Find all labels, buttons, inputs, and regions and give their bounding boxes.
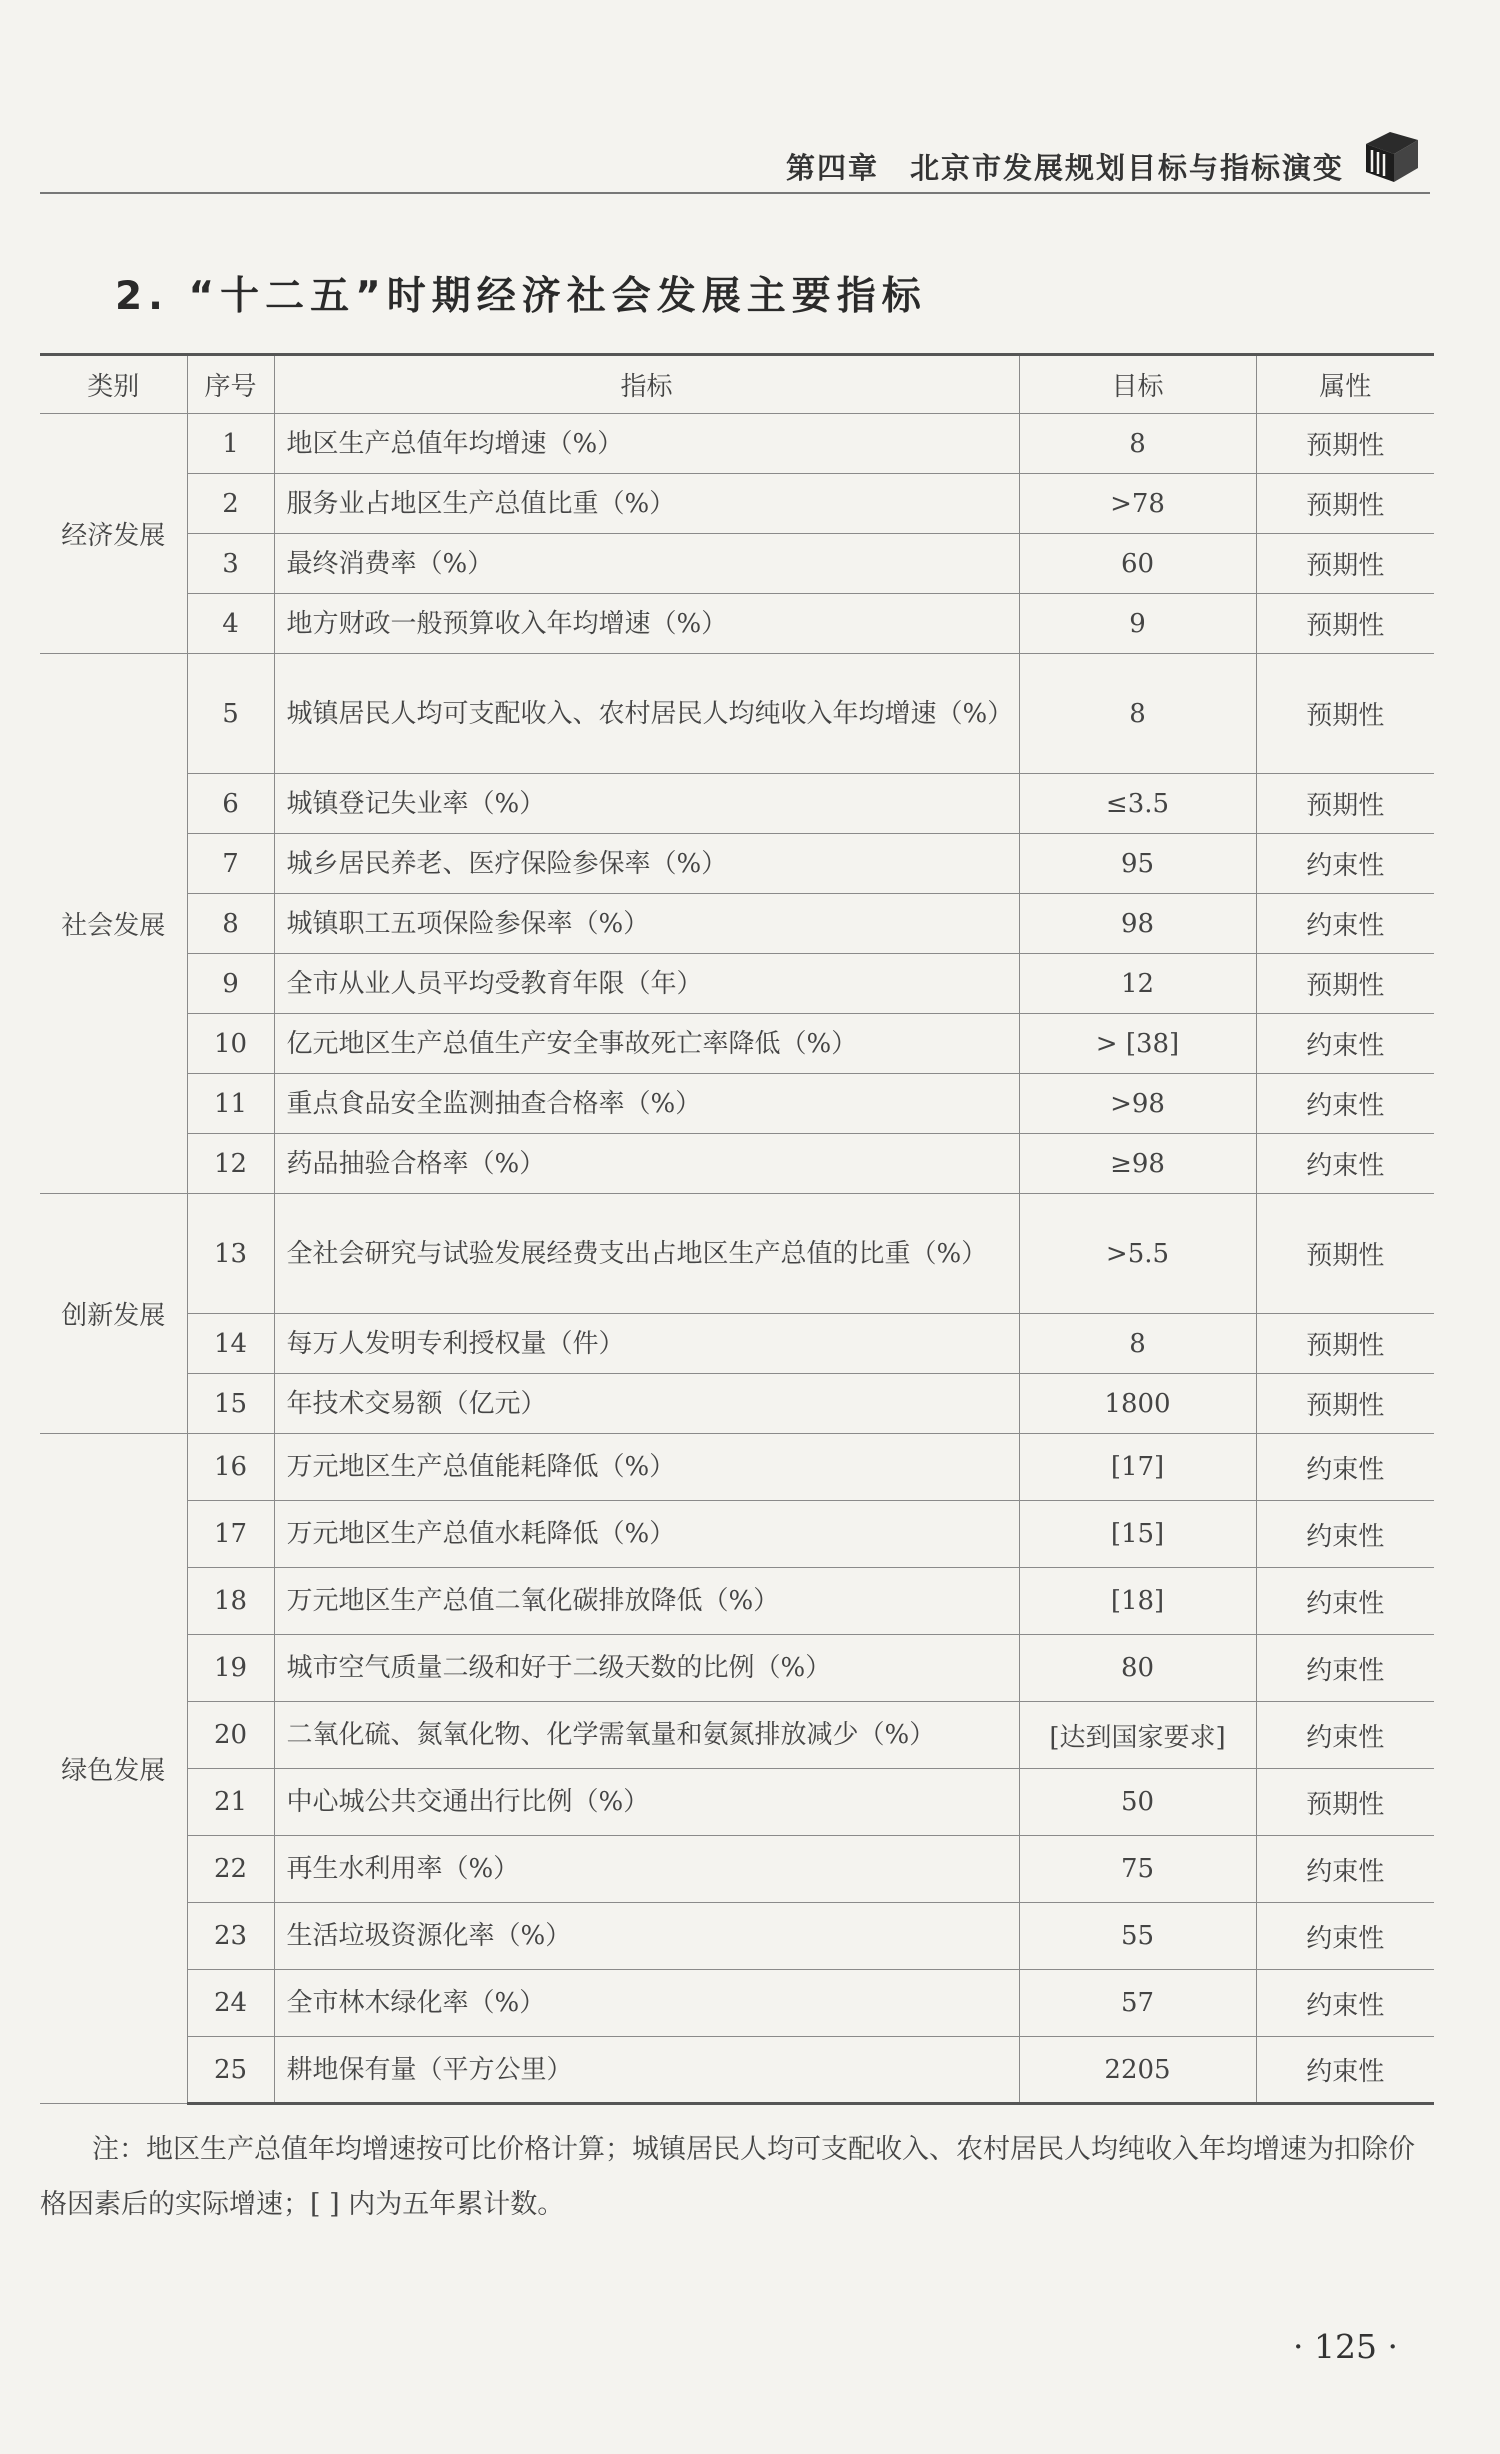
table-row — [40, 414, 1434, 474]
table-row — [40, 1635, 1434, 1702]
table-row — [40, 1769, 1434, 1836]
row-number: 20 — [187, 1702, 274, 1769]
target-cell: 57 — [1019, 1970, 1256, 2037]
row-number: 12 — [187, 1134, 274, 1194]
indicator-cell: 服务业占地区生产总值比重（%） — [274, 474, 1019, 534]
indicator-cell: 城镇登记失业率（%） — [274, 774, 1019, 834]
target-cell: 8 — [1019, 654, 1256, 774]
attribute-cell: 约束性 — [1256, 1568, 1434, 1635]
target-cell: ≥98 — [1019, 1134, 1256, 1194]
table-row — [40, 1501, 1434, 1568]
table-row — [40, 1374, 1434, 1434]
table-row — [40, 1568, 1434, 1635]
attribute-cell: 约束性 — [1256, 1836, 1434, 1903]
row-number: 24 — [187, 1970, 274, 2037]
column-header-indicator: 指标 — [274, 355, 1019, 414]
table-row — [40, 1134, 1434, 1194]
attribute-cell: 约束性 — [1256, 834, 1434, 894]
table-footnote: 注：地区生产总值年均增速按可比价格计算；城镇居民人均可支配收入、农村居民人均纯收入年均增速为扣除价格因素后的实际增速；[ ] 内为五年累计数。 — [40, 2134, 1415, 2220]
attribute-cell: 预期性 — [1256, 954, 1434, 1014]
row-number: 19 — [187, 1635, 274, 1702]
row-number: 7 — [187, 834, 274, 894]
attribute-cell: 预期性 — [1256, 474, 1434, 534]
target-cell: 9 — [1019, 594, 1256, 654]
attribute-cell: 约束性 — [1256, 1434, 1434, 1501]
column-header-category: 类别 — [40, 355, 187, 414]
target-cell: 1800 — [1019, 1374, 1256, 1434]
attribute-cell: 约束性 — [1256, 1702, 1434, 1769]
book-icon — [1360, 124, 1422, 186]
indicator-cell: 城市空气质量二级和好于二级天数的比例（%） — [274, 1635, 1019, 1702]
indicator-cell: 地区生产总值年均增速（%） — [274, 414, 1019, 474]
indicator-cell: 中心城公共交通出行比例（%） — [274, 1769, 1019, 1836]
table-row — [40, 1194, 1434, 1314]
indicator-cell: 城乡居民养老、医疗保险参保率（%） — [274, 834, 1019, 894]
table-row — [40, 474, 1434, 534]
row-number: 2 — [187, 474, 274, 534]
target-cell: 80 — [1019, 1635, 1256, 1702]
row-number: 15 — [187, 1374, 274, 1434]
category-cell: 经济发展 — [40, 414, 187, 654]
row-number: 18 — [187, 1568, 274, 1635]
row-number: 10 — [187, 1014, 274, 1074]
target-cell: 60 — [1019, 534, 1256, 594]
target-cell: 95 — [1019, 834, 1256, 894]
row-number: 3 — [187, 534, 274, 594]
indicator-cell: 全市林木绿化率（%） — [274, 1970, 1019, 2037]
indicator-cell: 生活垃圾资源化率（%） — [274, 1903, 1019, 1970]
indicator-cell: 年技术交易额（亿元） — [274, 1374, 1019, 1434]
row-number: 6 — [187, 774, 274, 834]
row-number: 8 — [187, 894, 274, 954]
indicator-cell: 每万人发明专利授权量（件） — [274, 1314, 1019, 1374]
target-cell: 98 — [1019, 894, 1256, 954]
row-number: 16 — [187, 1434, 274, 1501]
indicator-cell: 二氧化硫、氮氧化物、化学需氧量和氨氮排放减少（%） — [274, 1702, 1019, 1769]
section-title: 2. “十二五”时期经济社会发展主要指标 — [115, 274, 927, 319]
page-number: · 125 · — [1293, 2327, 1398, 2366]
target-cell: ≤3.5 — [1019, 774, 1256, 834]
row-number: 11 — [187, 1074, 274, 1134]
table-row — [40, 1970, 1434, 2037]
target-cell: [15] — [1019, 1501, 1256, 1568]
attribute-cell: 预期性 — [1256, 774, 1434, 834]
indicator-cell: 万元地区生产总值二氧化碳排放降低（%） — [274, 1568, 1019, 1635]
target-cell: [17] — [1019, 1434, 1256, 1501]
attribute-cell: 约束性 — [1256, 1970, 1434, 2037]
column-header-attribute: 属性 — [1256, 355, 1434, 414]
target-cell: 12 — [1019, 954, 1256, 1014]
row-number: 21 — [187, 1769, 274, 1836]
table-row — [40, 594, 1434, 654]
row-number: 5 — [187, 654, 274, 774]
row-number: 1 — [187, 414, 274, 474]
attribute-cell: 约束性 — [1256, 894, 1434, 954]
indicator-cell: 全市从业人员平均受教育年限（年） — [274, 954, 1019, 1014]
row-number: 13 — [187, 1194, 274, 1314]
table-row — [40, 1702, 1434, 1769]
attribute-cell: 约束性 — [1256, 1635, 1434, 1702]
table-row — [40, 1434, 1434, 1501]
table-row — [40, 1014, 1434, 1074]
indicator-cell: 城镇居民人均可支配收入、农村居民人均纯收入年均增速（%） — [274, 654, 1019, 774]
target-cell: > [38] — [1019, 1014, 1256, 1074]
chapter-title: 第四章 北京市发展规划目标与指标演变 — [785, 151, 1344, 185]
attribute-cell: 约束性 — [1256, 2037, 1434, 2104]
attribute-cell: 约束性 — [1256, 1134, 1434, 1194]
attribute-cell: 预期性 — [1256, 594, 1434, 654]
target-cell: 8 — [1019, 414, 1256, 474]
indicator-cell: 城镇职工五项保险参保率（%） — [274, 894, 1019, 954]
row-number: 4 — [187, 594, 274, 654]
attribute-cell: 约束性 — [1256, 1903, 1434, 1970]
table-row — [40, 1074, 1434, 1134]
attribute-cell: 预期性 — [1256, 1194, 1434, 1314]
target-cell: >5.5 — [1019, 1194, 1256, 1314]
table-row — [40, 954, 1434, 1014]
table-header-row — [40, 355, 1434, 414]
indicator-table — [40, 353, 1434, 2105]
attribute-cell: 约束性 — [1256, 1014, 1434, 1074]
indicator-cell: 重点食品安全监测抽查合格率（%） — [274, 1074, 1019, 1134]
target-cell: >78 — [1019, 474, 1256, 534]
target-cell: 2205 — [1019, 2037, 1256, 2104]
row-number: 17 — [187, 1501, 274, 1568]
target-cell: 75 — [1019, 1836, 1256, 1903]
column-header-target: 目标 — [1019, 355, 1256, 414]
target-cell: [达到国家要求] — [1019, 1702, 1256, 1769]
indicator-cell: 最终消费率（%） — [274, 534, 1019, 594]
table-row — [40, 834, 1434, 894]
attribute-cell: 预期性 — [1256, 1374, 1434, 1434]
target-cell: >98 — [1019, 1074, 1256, 1134]
attribute-cell: 约束性 — [1256, 1501, 1434, 1568]
attribute-cell: 约束性 — [1256, 1074, 1434, 1134]
category-cell: 绿色发展 — [40, 1434, 187, 2104]
row-number: 14 — [187, 1314, 274, 1374]
target-cell: 50 — [1019, 1769, 1256, 1836]
table-row — [40, 534, 1434, 594]
indicator-cell: 全社会研究与试验发展经费支出占地区生产总值的比重（%） — [274, 1194, 1019, 1314]
category-cell: 社会发展 — [40, 654, 187, 1194]
indicator-cell: 万元地区生产总值能耗降低（%） — [274, 1434, 1019, 1501]
table-row — [40, 774, 1434, 834]
table-row — [40, 1314, 1434, 1374]
table-row — [40, 1836, 1434, 1903]
row-number: 22 — [187, 1836, 274, 1903]
indicator-cell: 再生水利用率（%） — [274, 1836, 1019, 1903]
indicator-cell: 耕地保有量（平方公里） — [274, 2037, 1019, 2104]
row-number: 9 — [187, 954, 274, 1014]
table-row — [40, 654, 1434, 774]
target-cell: 55 — [1019, 1903, 1256, 1970]
indicator-cell: 药品抽验合格率（%） — [274, 1134, 1019, 1194]
target-cell: [18] — [1019, 1568, 1256, 1635]
category-cell: 创新发展 — [40, 1194, 187, 1434]
attribute-cell: 预期性 — [1256, 1769, 1434, 1836]
table-row — [40, 894, 1434, 954]
target-cell: 8 — [1019, 1314, 1256, 1374]
attribute-cell: 预期性 — [1256, 534, 1434, 594]
attribute-cell: 预期性 — [1256, 1314, 1434, 1374]
row-number: 23 — [187, 1903, 274, 1970]
indicator-cell: 地方财政一般预算收入年均增速（%） — [274, 594, 1019, 654]
indicator-cell: 万元地区生产总值水耗降低（%） — [274, 1501, 1019, 1568]
table-row — [40, 1903, 1434, 1970]
indicator-cell: 亿元地区生产总值生产安全事故死亡率降低（%） — [274, 1014, 1019, 1074]
attribute-cell: 预期性 — [1256, 414, 1434, 474]
column-header-number: 序号 — [187, 355, 274, 414]
row-number: 25 — [187, 2037, 274, 2104]
attribute-cell: 预期性 — [1256, 654, 1434, 774]
table-row — [40, 2037, 1434, 2104]
running-header — [40, 118, 1430, 194]
